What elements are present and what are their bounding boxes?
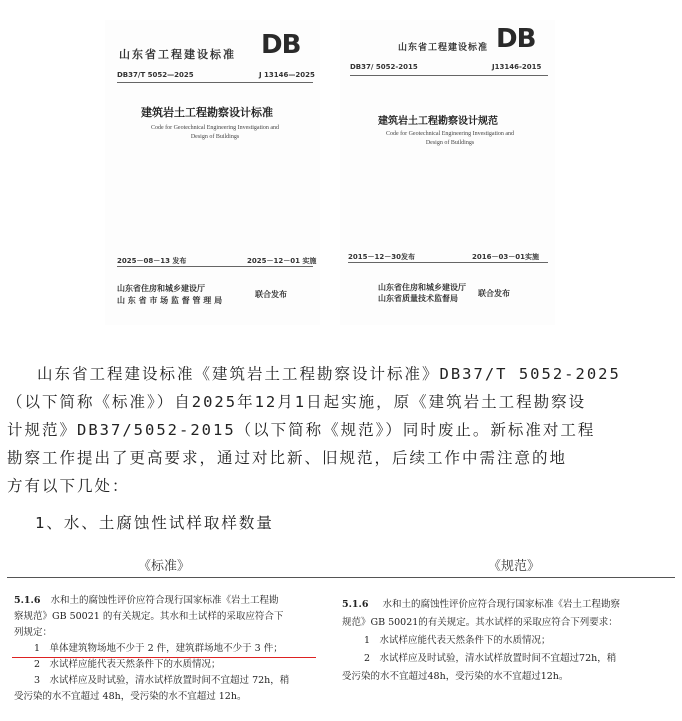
clause-item-1: 1 水试样应能代表天然条件下的水质情况；	[364, 635, 551, 646]
cover-rule-bottom	[348, 262, 548, 263]
cover-header: 山东省工程建设标准	[119, 48, 236, 61]
joint-release: 联合发布	[255, 290, 287, 299]
cover-title: 建筑岩土工程勘察设计规范	[378, 116, 498, 127]
issuing-dept-1: 山东省住房和城乡建设厅	[378, 283, 466, 292]
clause-item-2-cont: 受污染的水不宜超过48h，受污染的水不宜超过12h。	[342, 671, 569, 682]
cover-image-left	[105, 20, 320, 325]
highlight-underline	[12, 657, 316, 658]
clause-item-3: 3 水试样应及时试验，清水试样放置时间不宜超过 72h，稍	[34, 675, 290, 686]
clause-number: 5.1.6	[342, 599, 369, 610]
clause-line: 察规范》GB 50021 的有关规定。其水和土试样的采取应符合下	[14, 611, 284, 622]
cover-english-title-1: Code for Geotechnical Engineering Investigation and	[150, 125, 280, 131]
clause-item-1-highlighted: 1 单体建筑物场地不少于 2 件，建筑群场地不少于 3 件；	[34, 643, 283, 654]
clause-line: 5.1.6 水和土的腐蚀性评价应符合现行国家标准《岩土工程勘察	[342, 599, 620, 610]
cover-rule-bottom	[117, 266, 313, 267]
effective-date: 2016－03－01实施	[472, 253, 539, 261]
clause-line: 列规定：	[14, 627, 53, 638]
intro-line-4: 勘察工作提出了更高要求，通过对比新、旧规范，后续工作中需注意的地	[7, 449, 568, 467]
publish-date: 2015－12－30发布	[348, 253, 415, 261]
intro-line-5: 方有以下几处：	[7, 477, 130, 495]
cover-image-right	[340, 20, 555, 325]
filing-number: J13146-2015	[492, 63, 542, 71]
cover-english-title-1: Code for Geotechnical Engineering Investigation and	[385, 131, 515, 137]
issuing-dept-2: 山东省质量技术监督局	[378, 294, 458, 303]
clause-item-3-cont: 受污染的水不宜超过 48h，受污染的水不宜超过 12h。	[14, 691, 247, 702]
issuing-dept-2: 山 东 省 市 场 监 督 管 理 局	[117, 296, 223, 305]
publish-date: 2025－08－13 发布	[117, 257, 187, 265]
clause-line: 5.1.6 水和土的腐蚀性评价应符合现行国家标准《岩土工程勘	[14, 595, 279, 606]
cover-title: 建筑岩土工程勘察设计标准	[141, 106, 273, 119]
clause-line: 规范》GB 50021的有关规定。其水试样的采取应符合下列要求：	[342, 617, 618, 628]
intro-line-3: 计规范》DB37/5052-2015（以下简称《规范》）同时废止。新标准对工程	[7, 421, 596, 439]
cover-rule	[117, 82, 313, 83]
section-heading: 1、水、土腐蚀性试样取样数量	[35, 514, 274, 532]
intro-line-1: 山东省工程建设标准《建筑岩土工程勘察设计标准》DB37/T 5052-2025	[37, 365, 621, 383]
standard-code: DB37/T 5052—2025	[117, 71, 194, 79]
cover-english-title-2: Design of Buildings	[190, 134, 240, 140]
comparison-divider	[7, 577, 675, 578]
left-column-header: 《标准》	[138, 559, 191, 574]
db-logo: DB	[261, 30, 301, 60]
clause-number: 5.1.6	[14, 595, 41, 606]
intro-paragraph	[7, 360, 675, 500]
intro-line-2: （以下简称《标准》）自2025年12月1日起实施，原《建筑岩土工程勘察设	[7, 393, 587, 411]
filing-number: J 13146—2025	[259, 71, 315, 79]
cover-rule	[350, 75, 548, 76]
db-logo: DB	[496, 24, 536, 54]
issuing-dept-1: 山东省住房和城乡建设厅	[117, 284, 205, 293]
standard-code: DB37/ 5052-2015	[350, 63, 418, 71]
right-clause-block	[342, 596, 672, 686]
joint-release: 联合发布	[478, 289, 510, 298]
cover-header: 山东省工程建设标准	[398, 43, 489, 53]
effective-date: 2025－12－01 实施	[247, 257, 317, 265]
cover-english-title-2: Design of Buildings	[425, 140, 475, 146]
clause-item-2: 2 水试样应及时试验，清水试样放置时间不宜超过72h，稍	[364, 653, 617, 664]
clause-item-2: 2 水试样应能代表天然条件下的水质情况；	[34, 659, 221, 670]
right-column-header: 《规范》	[488, 559, 541, 574]
left-clause-block	[14, 593, 326, 705]
